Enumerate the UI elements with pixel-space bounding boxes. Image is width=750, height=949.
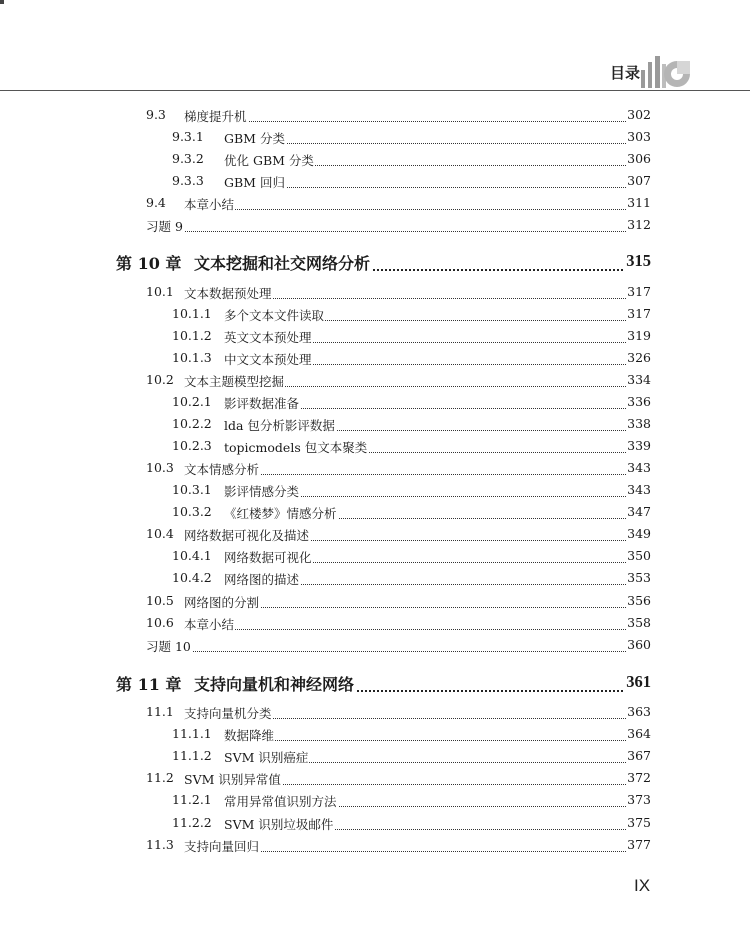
toc-entry-row[interactable] xyxy=(0,615,750,635)
toc-entry-row[interactable] xyxy=(0,394,750,414)
toc-entry-number: 10.4 xyxy=(146,526,174,541)
toc-entry-row[interactable] xyxy=(0,548,750,568)
toc-entry-number: 11.2 xyxy=(146,770,174,785)
toc-entry-row[interactable] xyxy=(0,129,750,149)
toc-entry-title: 支持向量机分类 xyxy=(184,706,272,721)
toc-leader-dots xyxy=(184,628,650,630)
toc-entry-row[interactable] xyxy=(0,328,750,348)
toc-entry-page: 375 xyxy=(627,815,651,830)
toc-entry-title: 文本情感分析 xyxy=(184,462,260,477)
toc-entry-page: 336 xyxy=(627,394,651,409)
toc-entry-row[interactable] xyxy=(0,372,750,392)
toc-entry-title: 习题 9 xyxy=(146,219,183,234)
toc-chapter-row[interactable] xyxy=(0,672,750,698)
toc-entry-number: 10.6 xyxy=(146,615,174,630)
toc-entry-row[interactable] xyxy=(0,526,750,546)
toc-entry-title: 网络图的描述 xyxy=(224,572,300,587)
toc-entry-row[interactable] xyxy=(0,217,750,237)
toc-entry-row[interactable] xyxy=(0,284,750,304)
toc-entry-row[interactable] xyxy=(0,504,750,524)
toc-entry-page: 334 xyxy=(627,372,651,387)
toc-entry-row[interactable] xyxy=(0,438,750,458)
toc-entry-row[interactable] xyxy=(0,482,750,502)
toc-entry-number: 11.1 xyxy=(146,704,174,719)
toc-entry-row[interactable] xyxy=(0,107,750,127)
toc-entry-page: 343 xyxy=(627,482,651,497)
toc-entry-page: 307 xyxy=(627,173,651,188)
toc-entry-number: 10.1.1 xyxy=(172,306,212,321)
toc-entry-title: GBM 分类 xyxy=(224,131,285,146)
toc-entry-row[interactable] xyxy=(0,416,750,436)
toc-entry-number: 10.2.1 xyxy=(172,394,212,409)
toc-entry-row[interactable] xyxy=(0,792,750,812)
toc-entry-page: 361 xyxy=(626,672,651,691)
toc-entry-number: 9.3.3 xyxy=(172,173,204,188)
toc-entry-page: 349 xyxy=(627,526,651,541)
toc-entry-page: 360 xyxy=(627,637,651,652)
toc-entry-number: 第 11 章 xyxy=(116,675,182,694)
toc-entry-row[interactable] xyxy=(0,815,750,835)
toc-entry-number: 11.1.1 xyxy=(172,726,212,741)
toc-entry-number: 10.4.2 xyxy=(172,570,212,585)
toc-entry-title: 网络数据可视化及描述 xyxy=(184,528,310,543)
toc-entry-page: 353 xyxy=(627,570,651,585)
toc-entry-number: 11.2.2 xyxy=(172,815,212,830)
toc-entry-title: 文本挖掘和社交网络分析 xyxy=(194,251,371,274)
toc-entry-title: 支持向量回归 xyxy=(184,839,260,854)
toc-entry-title: 网络图的分割 xyxy=(184,595,260,610)
toc-entry-page: 373 xyxy=(627,792,651,807)
toc-entry-title: 本章小结 xyxy=(184,197,235,212)
toc-entry-title: SVM 识别垃圾邮件 xyxy=(224,817,334,832)
toc-entry-title: 数据降维 xyxy=(224,728,275,743)
header-title: 目录 xyxy=(610,64,641,82)
header-rule xyxy=(0,90,750,91)
toc-entry-title: 中文文本预处理 xyxy=(224,352,312,367)
toc-entry-number: 9.3 xyxy=(146,107,166,122)
toc-entry-row[interactable] xyxy=(0,306,750,326)
toc-entry-page: 367 xyxy=(627,748,651,763)
toc-entry-row[interactable] xyxy=(0,770,750,790)
toc-entry-number: 10.3 xyxy=(146,460,174,475)
toc-entry-page: 339 xyxy=(627,438,651,453)
toc-entry-row[interactable] xyxy=(0,350,750,370)
toc-entry-page: 377 xyxy=(627,837,651,852)
toc-entry-page: 350 xyxy=(627,548,651,563)
toc-entry-row[interactable] xyxy=(0,748,750,768)
toc-entry-page: 326 xyxy=(627,350,651,365)
toc-leader-dots xyxy=(146,650,650,652)
toc-entry-page: 303 xyxy=(627,129,651,144)
toc-entry-title: 常用异常值识别方法 xyxy=(224,794,337,809)
toc-entry-page: 358 xyxy=(627,615,651,630)
toc-entry-row[interactable] xyxy=(0,570,750,590)
toc-entry-number: 10.3.1 xyxy=(172,482,212,497)
header-logo-icon xyxy=(641,54,693,88)
toc-entry-number: 第 10 章 xyxy=(116,254,182,273)
toc-entry-page: 315 xyxy=(626,251,651,270)
toc-entry-number: 10.5 xyxy=(146,593,174,608)
toc-leader-dots xyxy=(184,208,650,210)
toc-entry-page: 317 xyxy=(627,284,651,299)
toc-entry-page: 364 xyxy=(627,726,651,741)
toc-entry-row[interactable] xyxy=(0,637,750,657)
toc-entry-title: 文本数据预处理 xyxy=(184,286,272,301)
toc-entry-title: 习题 10 xyxy=(146,639,191,654)
toc-entry-title: 梯度提升机 xyxy=(184,109,247,124)
toc-entry-number: 10.1.3 xyxy=(172,350,212,365)
toc-leader-dots xyxy=(224,142,650,144)
toc-entry-title: topicmodels 包文本聚类 xyxy=(224,440,368,455)
toc-entry-page: 356 xyxy=(627,593,651,608)
toc-entry-page: 372 xyxy=(627,770,651,785)
toc-entry-row[interactable] xyxy=(0,837,750,857)
toc-entry-row[interactable] xyxy=(0,704,750,724)
toc-entry-page: 347 xyxy=(627,504,651,519)
toc-entry-number: 10.1 xyxy=(146,284,174,299)
toc-entry-number: 9.3.1 xyxy=(172,129,204,144)
toc-entry-row[interactable] xyxy=(0,460,750,480)
toc-entry-row[interactable] xyxy=(0,173,750,193)
toc-entry-title: 网络数据可视化 xyxy=(224,550,312,565)
toc-entry-page: 343 xyxy=(627,460,651,475)
toc-entry-number: 10.1.2 xyxy=(172,328,212,343)
toc-entry-page: 306 xyxy=(627,151,651,166)
toc-entry-number: 10.2.3 xyxy=(172,438,212,453)
toc-leader-dots xyxy=(224,739,650,741)
toc-entry-page: 317 xyxy=(627,306,651,321)
toc-leader-dots xyxy=(224,186,650,188)
toc-chapter-row[interactable] xyxy=(0,251,750,277)
toc-entry-number: 10.4.1 xyxy=(172,548,212,563)
page-header xyxy=(0,0,750,92)
toc-entry-row[interactable] xyxy=(0,151,750,171)
toc-entry-title: 支持向量机和神经网络 xyxy=(194,672,355,695)
toc-entry-page: 319 xyxy=(627,328,651,343)
toc-entry-number: 10.3.2 xyxy=(172,504,212,519)
toc-entry-number: 11.2.1 xyxy=(172,792,212,807)
toc-leader-dots xyxy=(146,230,650,232)
toc-entry-title: SVM 识别癌症 xyxy=(224,750,309,765)
toc-entry-page: 302 xyxy=(627,107,651,122)
toc-entry-number: 9.3.2 xyxy=(172,151,204,166)
toc-entry-number: 10.2.2 xyxy=(172,416,212,431)
toc-entry-page: 312 xyxy=(627,217,651,232)
toc-entry-title: 文本主题模型挖掘 xyxy=(184,374,285,389)
toc-entry-title: 英文文本预处理 xyxy=(224,330,312,345)
toc-entry-title: 影评数据准备 xyxy=(224,396,300,411)
toc-entry-number: 9.4 xyxy=(146,195,166,210)
toc-entry-page: 338 xyxy=(627,416,651,431)
toc-entry-title: SVM 识别异常值 xyxy=(184,772,281,787)
toc-entry-title: 多个文本文件读取 xyxy=(224,308,325,323)
toc-leader-dots xyxy=(184,120,650,122)
toc-entry-number: 10.2 xyxy=(146,372,174,387)
toc-entry-page: 363 xyxy=(627,704,651,719)
toc-entry-title: GBM 回归 xyxy=(224,175,285,190)
toc-entry-title: 影评情感分类 xyxy=(224,484,300,499)
page-number: IX xyxy=(634,876,651,895)
toc-entry-title: 《红楼梦》情感分析 xyxy=(224,506,337,521)
toc-entry-page: 311 xyxy=(627,195,651,210)
toc-entry-number: 11.3 xyxy=(146,837,174,852)
toc-entry-title: 优化 GBM 分类 xyxy=(224,153,314,168)
toc-entry-row[interactable] xyxy=(0,726,750,746)
toc-entry-number: 11.1.2 xyxy=(172,748,212,763)
toc-entry-title: 本章小结 xyxy=(184,617,235,632)
toc-entry-row[interactable] xyxy=(0,593,750,613)
toc-entry-title: lda 包分析影评数据 xyxy=(224,418,335,433)
toc-entry-row[interactable] xyxy=(0,195,750,215)
